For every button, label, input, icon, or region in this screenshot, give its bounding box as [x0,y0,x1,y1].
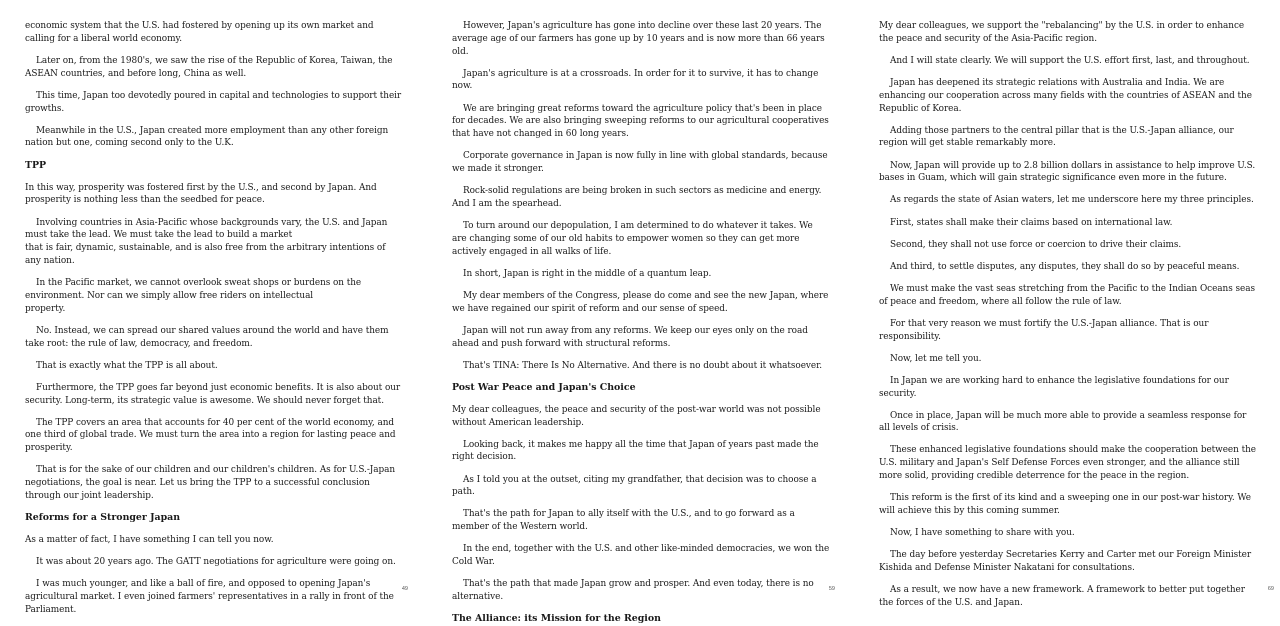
paragraph: Rock-solid regulations are being broken in such sectors as medicine and energy. And I am the spearhead. [452,186,822,209]
paragraph: These enhanced legislative foundations should make the cooperation between the U.S. military and Japan's Self Defense Forces even stronger, and the alliance still more solid, providing credible deterrence for the peace in the region. [879,445,1256,482]
page-number: 49 [401,586,408,592]
paragraph: First, states shall make their claims based on international law. [890,217,1173,228]
page-text-column [879,20,1259,610]
paragraph: Japan's agriculture is at a crossroads. In order for it to survive, it has to change now. [452,68,819,92]
document-page-59 [440,0,860,625]
paragraph: And third, to settle disputes, any disputes, they shall do so by peaceful means. [890,261,1240,272]
paragraph: My dear colleagues, the peace and security of the post-war world was not possible without American leadership. [452,404,821,428]
paragraph: Meanwhile in the U.S., Japan created more employment than any other foreign nation but one, coming second only to the U.K. [25,125,389,149]
paragraph: Corporate governance in Japan is now fully in line with global standards, because we made it stronger. [452,151,828,175]
paragraph: Now, let me tell you. [890,353,982,364]
document-page-69 [860,0,1280,608]
paragraph: We must make the vast seas stretching from the Pacific to the Indian Oceans seas of peace and freedom, where all follow the rule of law. [879,283,1255,307]
paragraph: That's the path that made Japan grow and prosper. And even today, there is no alternative. [452,579,814,603]
section-heading: The Alliance: its Mission for the Region [452,613,661,625]
page-text-column [452,20,830,626]
paragraph: However, Japan's agriculture has gone into decline over these last 20 years. The average age of our farmers has gone up by 10 years and is now more than 66 years old. [452,21,825,57]
paragraph: No. Instead, we can spread our shared values around the world and have them take root: the rule of law, democracy, and freedom. [25,325,389,349]
paragraph: Once in place, Japan will be much more able to provide a seamless response for all levels of crisis. [879,410,1247,434]
paragraph: We are bringing great reforms toward the agriculture policy that's been in place for decades. We are also bringing sweeping reforms to our agricultural cooperatives that have not changed in 60 long years. [452,103,829,140]
paragraph: For that very reason we must fortify the U.S.-Japan alliance. That is our responsibility. [879,318,1209,342]
paragraph: To turn around our depopulation, I am determined to do whatever it takes. We are changing some of our old habits to empower women so they can get more actively engaged in all walks of life. [452,221,813,257]
paragraph: Japan has deepened its strategic relations with Australia and India. We are enhancing our cooperation across many fields with the countries of ASEAN and the Republic of Korea. [879,77,1252,114]
paragraph: As a result, we now have a new framework. A framework to better put together the forces of the U.S. and Japan. [879,585,1245,608]
paragraph: economic system that the U.S. had fostered by opening up its own market and calling for a liberal world economy. [25,21,374,44]
paragraph: That is for the sake of our children and our children's children. As for U.S.-Japan negotiations, the goal is near. Let us bring the TPP to a successful conclusion through our joint leadership. [25,465,396,501]
section-heading: Reforms for a Stronger Japan [25,511,181,523]
paragraph: Involving countries in Asia-Pacific whose backgrounds vary, the U.S. and Japan must take the lead. We must take the lead to build a market that is fair, dynamic, sustainable, and is also free from the arbitrary intentions of any nation. [25,217,388,266]
paragraph: This reform is the first of its kind and a sweeping one in our post-war history. We will achieve this by this coming summer. [879,493,1251,516]
paragraph: It was about 20 years ago. The GATT negotiations for agriculture were going on. [36,557,396,568]
paragraph: My dear members of the Congress, please do come and see the new Japan, where we have regained our spirit of reform and our sense of speed. [452,290,829,314]
section-heading: Post War Peace and Japan's Choice [452,381,636,393]
paragraph: That is exactly what the TPP is all about. [36,360,218,371]
paragraph: Second, they shall not use force or coercion to drive their claims. [890,239,1182,250]
paragraph: The day before yesterday Secretaries Kerry and Carter met our Foreign Minister Kishida and Defense Minister Nakatani for consultations. [879,550,1252,573]
paragraph: In this way, prosperity was fostered first by the U.S., and second by Japan. And prosperity is nothing less than the seedbed for peace. [25,182,377,206]
paragraph: The TPP covers an area that accounts for 40 per cent of the world economy, and one third of global trade. We must turn the area into a region for lasting peace and prosperity. [25,417,396,454]
paragraph: As regards the state of Asian waters, let me underscore here my three principles. [890,195,1254,206]
paragraph: Japan will not run away from any reforms. We keep our eyes only on the road ahead and push forward with structural reforms. [452,325,808,349]
document-page-49 [0,0,420,615]
paragraph: That's TINA: There Is No Alternative. And there is no doubt about it whatsoever. [463,360,823,371]
paragraph: In the Pacific market, we cannot overlook sweat shops or burdens on the environment. Nor can we simply allow free riders on intellectual property. [25,278,362,314]
paragraph: I was much younger, and like a ball of fire, and opposed to opening Japan's agricultural market. I even joined farmers' representatives in a rally in front of the Parliament. [25,579,394,615]
paragraph: Adding those partners to the central pillar that is the U.S.-Japan alliance, our region will get stable remarkably more. [879,125,1234,149]
section-heading: TPP [25,159,47,171]
page-text-column [25,20,403,617]
paragraph: Furthermore, the TPP goes far beyond just economic benefits. It is also about our security. Long-term, its strategic value is awesome. We should never forget that. [25,382,401,406]
page-number: 59 [828,586,835,592]
paragraph: In the end, together with the U.S. and other like-minded democracies, we won the Cold War. [452,544,830,568]
paragraph: Now, I have something to share with you. [890,528,1075,539]
paragraph: In Japan we are working hard to enhance the legislative foundations for our security. [879,375,1229,399]
paragraph: As I told you at the outset, citing my grandfather, that decision was to choose a path. [452,474,817,498]
paragraph: Looking back, it makes me happy all the time that Japan of years past made the right decision. [452,439,819,463]
paragraph: My dear colleagues, we support the "rebalancing" by the U.S. in order to enhance the peace and security of the Asia-Pacific region. [879,21,1245,44]
paragraph: And I will state clearly. We will support the U.S. effort first, last, and throughout. [890,55,1250,66]
paragraph: Now, Japan will provide up to 2.8 billion dollars in assistance to help improve U.S. bases in Guam, which will gain strategic significance even more in the future. [879,160,1256,184]
paragraph: That's the path for Japan to ally itself with the U.S., and to go forward as a member of the Western world. [452,509,795,533]
paragraph: In short, Japan is right in the middle of a quantum leap. [463,268,712,279]
paragraph: This time, Japan too devotedly poured in capital and technologies to support their growths. [25,90,402,114]
paragraph: As a matter of fact, I have something I can tell you now. [25,535,274,546]
paragraph: Later on, from the 1980's, we saw the rise of the Republic of Korea, Taiwan, the ASEAN countries, and before long, China as well. [25,55,393,79]
page-number: 69 [1267,586,1274,592]
